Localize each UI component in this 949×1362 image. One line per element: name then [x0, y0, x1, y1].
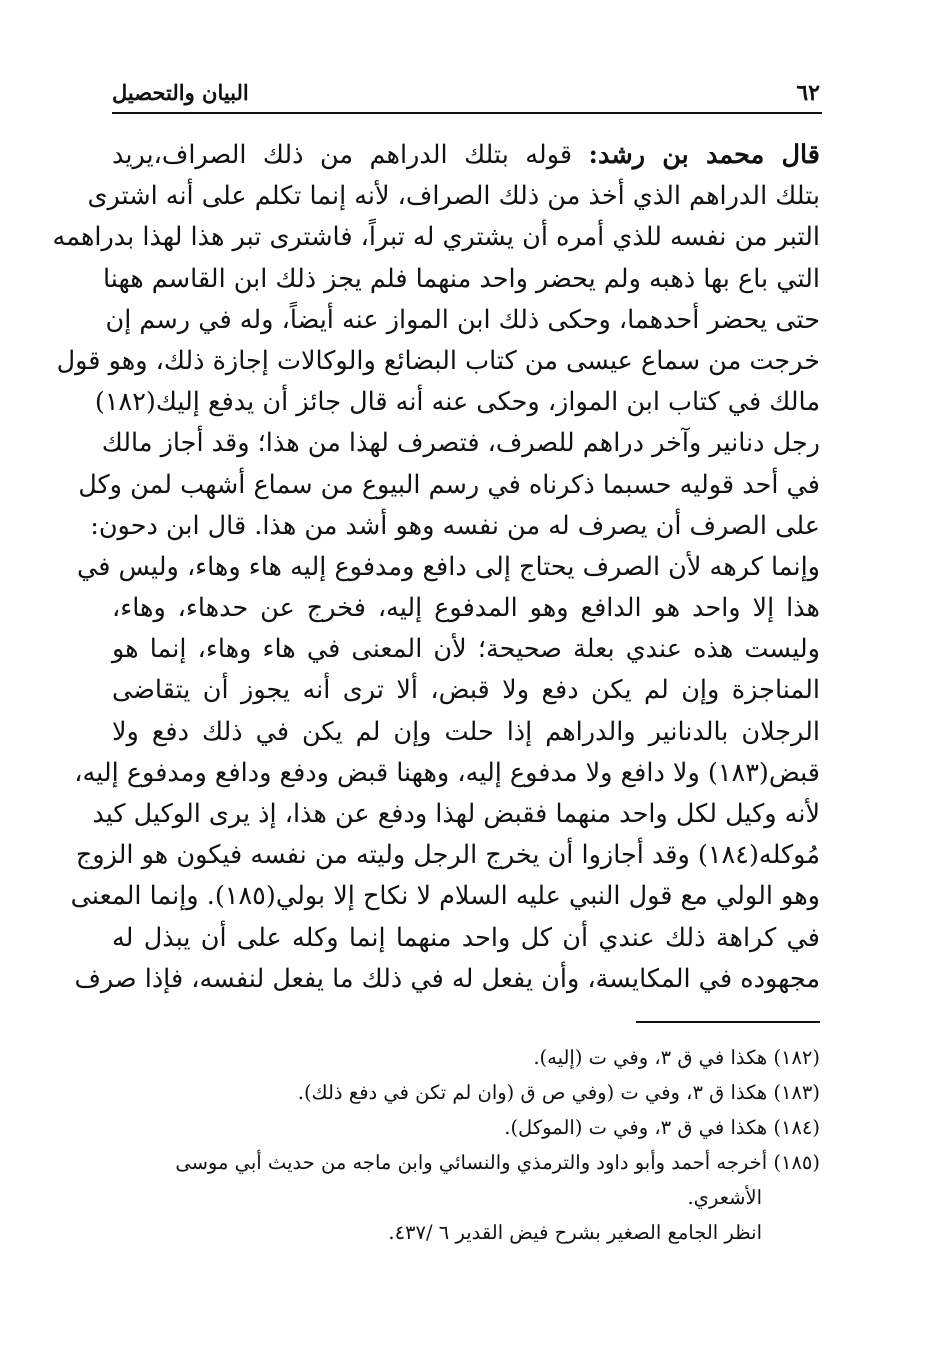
body-line: التي باع بها ذهبه ولم يحضر واحد منهما فلم يجز ذلك ابن القاسم ههنا [103, 263, 820, 294]
footnote-185: (١٨٥) أخرجه أحمد وأبو داود والترمذي والنسائي وابن ماجه من حديث أبي موسى [175, 1151, 820, 1174]
body-line: في أحد قوليه حسبما ذكرناه في رسم البيوع من سماع أشهب لمن وكل [78, 469, 820, 500]
page-number: ٦٢ [796, 80, 820, 106]
body-line: خرجت من سماع عيسى من كتاب البضائع والوكالات إجازة ذلك، وهو قول [56, 345, 820, 376]
body-line: التبر من نفسه للذي أمره أن يشتري له تبراً، فاشترى تبر هذا لهذا بدراهمه [52, 222, 820, 253]
lead-phrase: قال محمد بن رشد: [588, 140, 820, 170]
body-line: هذا إلا واحد هو الدافع وهو المدفوع إليه، فخرج عن حدهاء، وهاء، [112, 593, 820, 624]
footnote-separator [636, 1021, 820, 1023]
body-line-text: قوله بتلك الدراهم من ذلك الصراف،يريد [112, 140, 589, 170]
body-line: مالك في كتاب ابن المواز، وحكى عنه أنه قال جائز أن يدفع إليك(١٨٢) [94, 387, 820, 418]
body-line: وليست هذه عندي بعلة صحيحة؛ لأن المعنى في هاء وهاء، إنما هو [112, 634, 820, 665]
body-line: المناجزة وإن لم يكن دفع ولا قبض، ألا ترى أنه يجوز أن يتقاضى [112, 675, 820, 706]
footnote-185-reference: انظر الجامع الصغير بشرح فيض القدير ٦ /٤٣٧. [388, 1221, 762, 1244]
body-line: حتى يحضر أحدهما، وحكى ذلك ابن المواز عنه أيضاً، وله في رسم إن [105, 304, 820, 335]
main-text [52, 135, 820, 1000]
body-line: رجل دنانير وآخر دراهم للصرف، فتصرف لهذا من هذا؛ وقد أجاز مالك [101, 428, 820, 459]
footnote-183: (١٨٣) هكذا ق ٣، وفي ت (وفي ص ق (وان لم تكن في دفع ذلك). [297, 1081, 820, 1104]
running-title: البيان والتحصيل [112, 80, 249, 105]
footnotes [112, 1040, 820, 1250]
footnote-185-continuation: الأشعري. [687, 1186, 762, 1209]
body-line: لأنه وكيل لكل واحد منهما فقبض لهذا ودفع عن هذا، إذ يرى الوكيل كيد [92, 799, 820, 829]
body-line: بتلك الدراهم الذي أخذ من ذلك الصراف، لأنه إنما تكلم على أنه اشترى [87, 181, 820, 212]
page-header [112, 76, 820, 110]
header-rule [112, 112, 822, 114]
body-line: مُوكله(١٨٤) وقد أجازوا أن يخرج الرجل وليته من نفسه فيكون هو الزوج [75, 840, 820, 871]
footnote-182: (١٨٢) هكذا في ق ٣، وفي ت (إليه). [533, 1046, 820, 1069]
footnote-184: (١٨٤) هكذا في ق ٣، وفي ت (الموكل). [504, 1116, 820, 1139]
body-line: الرجلان بالدنانير والدراهم إذا حلت وإن لم يكن في ذلك دفع ولا [112, 716, 820, 747]
body-line [112, 135, 820, 176]
body-line: وهو الولي مع قول النبي عليه السلام لا نكاح إلا بولي(١٨٥). وإنما المعنى [70, 881, 820, 912]
body-line: في كراهة ذلك عندي أن كل واحد منهما إنما وكله على أن يبذل له [112, 922, 820, 953]
body-line: وإنما كرهه لأن الصرف يحتاج إلى دافع ومدفوع إليه هاء وهاء، وليس في [77, 551, 820, 582]
body-line: مجهوده في المكايسة، وأن يفعل له في ذلك ما يفعل لنفسه، فإذا صرف [74, 963, 820, 994]
body-line: على الصرف أن يصرف له من نفسه وهو أشد من هذا. قال ابن دحون: [90, 510, 820, 541]
body-line: قبض(١٨٣) ولا دافع ولا مدفوع إليه، وههنا قبض ودفع ودافع ومدفوع إليه، [74, 757, 820, 788]
